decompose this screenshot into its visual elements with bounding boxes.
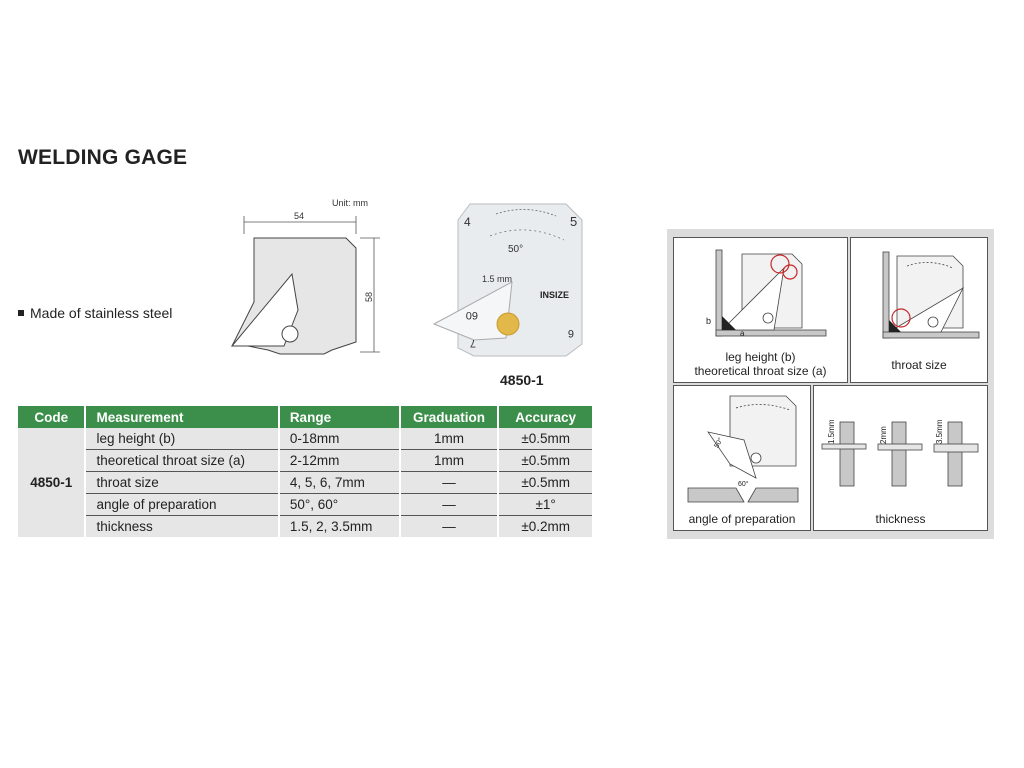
cell-range: 1.5, 2, 3.5mm	[279, 516, 400, 538]
angle-illustration	[674, 386, 810, 506]
panel-thickness	[813, 385, 988, 531]
spec-table	[18, 406, 594, 537]
cell-graduation: —	[400, 494, 499, 516]
bullet-square-icon	[18, 310, 24, 316]
label-50: 50°	[713, 436, 725, 450]
cell-graduation: —	[400, 472, 499, 494]
table-row	[18, 428, 593, 450]
horizontal-plate	[716, 330, 826, 336]
gage-hole	[282, 326, 298, 342]
panel-throat-size	[850, 237, 988, 383]
code-cell: 4850-1	[18, 428, 85, 537]
table-header-row	[18, 406, 593, 428]
caption-leg-height: leg height (b)	[725, 350, 796, 364]
plate-right	[748, 488, 798, 502]
photo-angle: 50°	[508, 244, 524, 255]
cell-accuracy: ±0.2mm	[498, 516, 593, 538]
cell-graduation: 1mm	[400, 428, 499, 450]
photo-scale: 1.5 mm	[482, 274, 513, 284]
photo-number-5: 5	[570, 214, 578, 229]
caption-theoretical-throat: theoretical throat size (a)	[694, 364, 827, 378]
label-thickness-1: 1.5mm	[827, 419, 836, 444]
cell-range: 4, 5, 6, 7mm	[279, 472, 400, 494]
horizontal-plate	[883, 332, 979, 338]
table-row	[18, 516, 593, 538]
cell-measurement: leg height (b)	[85, 428, 278, 450]
gage-3	[948, 422, 962, 486]
model-label: 4850-1	[500, 372, 544, 388]
header-code: Code	[18, 406, 85, 428]
label-thickness-2: 2mm	[879, 426, 888, 444]
gage-hole	[751, 453, 761, 463]
header-measurement: Measurement	[85, 406, 278, 428]
height-dim: 58	[364, 291, 374, 302]
cell-measurement: throat size	[85, 472, 278, 494]
header-accuracy: Accuracy	[498, 406, 593, 428]
unit-label: Unit: mm	[332, 198, 368, 208]
cell-accuracy: ±1°	[498, 494, 593, 516]
plate-left	[688, 488, 744, 502]
leg-height-illustration	[674, 238, 847, 348]
cell-range: 50°, 60°	[279, 494, 400, 516]
caption-thickness: thickness	[875, 512, 926, 526]
cell-accuracy: ±0.5mm	[498, 472, 593, 494]
panel-leg-height	[673, 237, 848, 383]
cell-measurement: thickness	[85, 516, 278, 538]
brand-logo: INSIZE	[540, 290, 570, 300]
label-a: a	[740, 329, 745, 338]
photo-rivet	[497, 313, 519, 335]
cell-range: 2-12mm	[279, 450, 400, 472]
page-title: WELDING GAGE	[18, 146, 188, 169]
label-60: 60°	[738, 481, 749, 488]
vertical-plate	[883, 252, 889, 338]
cell-range: 0-18mm	[279, 428, 400, 450]
header-range: Range	[279, 406, 400, 428]
gage-hole	[928, 317, 938, 327]
cell-measurement: theoretical throat size (a)	[85, 450, 278, 472]
width-dim: 54	[294, 211, 305, 221]
cell-graduation: 1mm	[400, 450, 499, 472]
vertical-plate	[716, 250, 722, 336]
photo-number-6: 6	[567, 327, 574, 339]
gage-product-photo	[430, 200, 590, 360]
label-b: b	[706, 316, 712, 326]
material-note-text: Made of stainless steel	[30, 305, 173, 321]
cell-accuracy: ±0.5mm	[498, 428, 593, 450]
photo-number-4: 4	[464, 215, 471, 229]
thickness-illustration	[814, 386, 987, 506]
table-row	[18, 494, 593, 516]
panel-angle	[673, 385, 811, 531]
sheet-3	[934, 444, 978, 452]
photo-number-7: 7	[469, 337, 476, 349]
label-thickness-3: 3.5mm	[935, 419, 944, 444]
gage-1	[840, 422, 854, 486]
gage-dimension-drawing	[228, 192, 388, 362]
cell-measurement: angle of preparation	[85, 494, 278, 516]
header-graduation: Graduation	[400, 406, 499, 428]
cell-graduation: —	[400, 516, 499, 538]
gage-hole	[763, 313, 773, 323]
gage-2	[892, 422, 906, 486]
material-note	[18, 305, 172, 321]
table-row	[18, 450, 593, 472]
caption-angle: angle of preparation	[688, 512, 796, 526]
cell-accuracy: ±0.5mm	[498, 450, 593, 472]
usage-diagrams	[667, 229, 994, 539]
throat-size-illustration	[851, 238, 987, 348]
table-row	[18, 472, 593, 494]
photo-upside-60: 60	[465, 309, 478, 321]
caption-throat-size: throat size	[891, 358, 947, 372]
